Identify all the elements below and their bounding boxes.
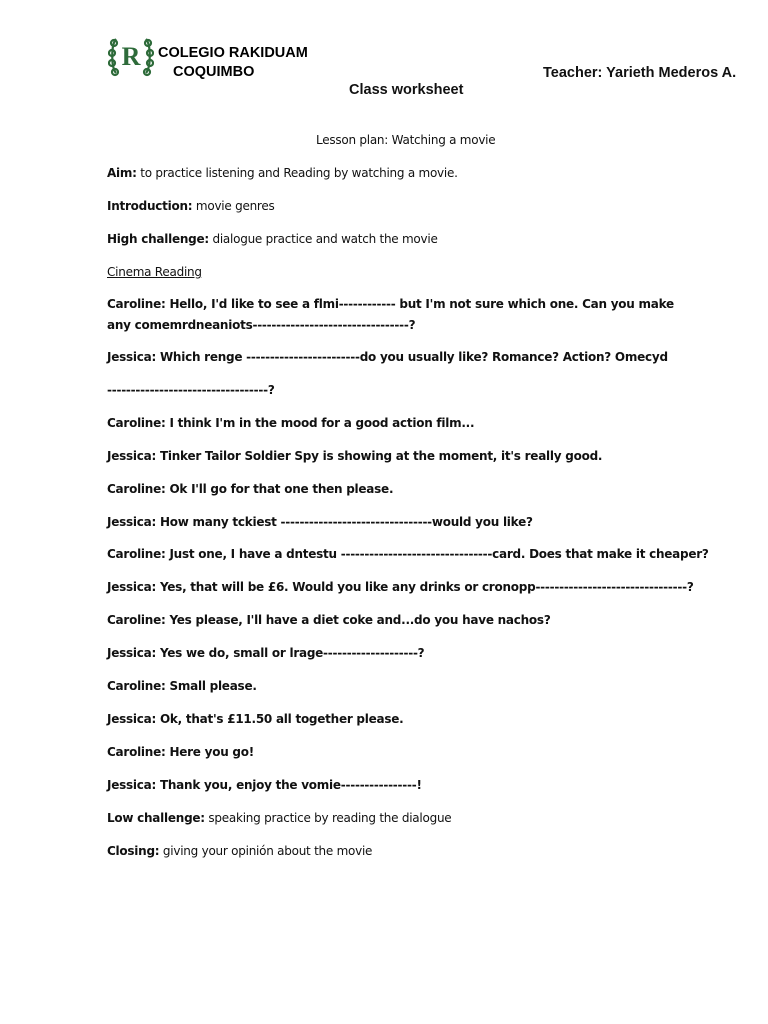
dialogue-speaker: Jessica:: [107, 449, 157, 463]
dialogue-speaker: Caroline:: [107, 547, 166, 561]
dialogue-line: [107, 350, 668, 364]
high-challenge-line: [107, 232, 438, 246]
dialogue-speaker: Jessica:: [107, 646, 157, 660]
dialogue-text: Tinker Tailor Soldier Spy is showing at the moment, it's really good.: [156, 449, 603, 463]
dialogue-line: [107, 318, 415, 332]
teacher-name: Teacher: Yarieth Mederos A.: [543, 65, 737, 81]
aim-label: Aim:: [107, 166, 137, 180]
dialogue-speaker: Caroline:: [107, 416, 166, 430]
closing-label: Closing:: [107, 844, 160, 858]
introduction-line: [107, 199, 274, 213]
lesson-plan-text: Watching a movie: [388, 133, 496, 147]
dialogue-speaker: Caroline:: [107, 297, 166, 311]
section-title: Cinema Reading: [107, 265, 202, 279]
dialogue-speaker: Jessica:: [107, 580, 157, 594]
dialogue-speaker: Caroline:: [107, 613, 166, 627]
aim-text: to practice listening and Reading by watching a movie.: [136, 166, 458, 180]
dialogue-line: [107, 297, 674, 311]
dialogue-line: [107, 613, 551, 627]
dialogue-line: [107, 482, 393, 496]
dialogue-line: [107, 712, 403, 726]
dialogue-text: I think I'm in the mood for a good action film...: [165, 416, 475, 430]
school-city: COQUIMBO: [173, 64, 255, 80]
dialogue-line: [107, 547, 709, 561]
school-name: COLEGIO RAKIDUAM: [158, 45, 308, 61]
dialogue-speaker: Jessica:: [107, 515, 157, 529]
dialogue-line: [107, 449, 602, 463]
dialogue-line: [107, 515, 533, 529]
lesson-plan-line: [316, 133, 495, 147]
dialogue-text: Hello, I'd like to see a flmi------------ but I'm not sure which one. Can you make: [165, 297, 674, 311]
dialogue-line: [107, 646, 424, 660]
dialogue-speaker: Jessica:: [107, 778, 157, 792]
dialogue-speaker: Caroline:: [107, 679, 166, 693]
dialogue-speaker: Jessica:: [107, 350, 157, 364]
dialogue-text: Ok, that's £11.50 all together please.: [156, 712, 404, 726]
dialogue-text: Here you go!: [165, 745, 254, 759]
high-challenge-label: High challenge:: [107, 232, 209, 246]
introduction-label: Introduction:: [107, 199, 193, 213]
dialogue-text: How many tckiest --------------------------------would you like?: [156, 515, 533, 529]
dialogue-text: Just one, I have a dntestu --------------------------------card. Does that make it cheaper?: [165, 547, 709, 561]
dialogue-text: ----------------------------------?: [107, 383, 275, 397]
dialogue-text: Small please.: [165, 679, 257, 693]
dialogue-line: [107, 383, 275, 397]
aim-line: [107, 166, 458, 180]
low-challenge-label: Low challenge:: [107, 811, 205, 825]
low-challenge-line: [107, 811, 451, 825]
lesson-plan-label: Lesson plan:: [316, 133, 389, 147]
dialogue-line: [107, 778, 422, 792]
low-challenge-text: speaking practice by reading the dialogue: [204, 811, 452, 825]
dialogue-line: [107, 416, 474, 430]
dialogue-text: Yes we do, small or lrage--------------------?: [156, 646, 425, 660]
dialogue-text: Yes, that will be £6. Would you like any drinks or cronopp--------------------------------?: [156, 580, 694, 594]
dialogue-line: [107, 580, 694, 594]
high-challenge-text: dialogue practice and watch the movie: [208, 232, 438, 246]
dialogue-text: Ok I'll go for that one then please.: [165, 482, 394, 496]
closing-line: [107, 844, 372, 858]
dialogue-text: any comemrdneaniots---------------------------------?: [107, 318, 416, 332]
dialogue-line: [107, 745, 254, 759]
school-logo-icon: [108, 33, 154, 79]
introduction-text: movie genres: [192, 199, 275, 213]
dialogue-text: Which renge ------------------------do you usually like? Romance? Action? Omecyd: [156, 350, 668, 364]
dialogue-speaker: Jessica:: [107, 712, 157, 726]
dialogue-speaker: Caroline:: [107, 482, 166, 496]
closing-text: giving your opinión about the movie: [159, 844, 373, 858]
page-title: Class worksheet: [349, 82, 464, 98]
dialogue-text: Yes please, I'll have a diet coke and...do you have nachos?: [165, 613, 551, 627]
dialogue-speaker: Caroline:: [107, 745, 166, 759]
logo-letter: R: [121, 42, 141, 71]
dialogue-text: Thank you, enjoy the vomie----------------!: [156, 778, 422, 792]
dialogue-line: [107, 679, 257, 693]
